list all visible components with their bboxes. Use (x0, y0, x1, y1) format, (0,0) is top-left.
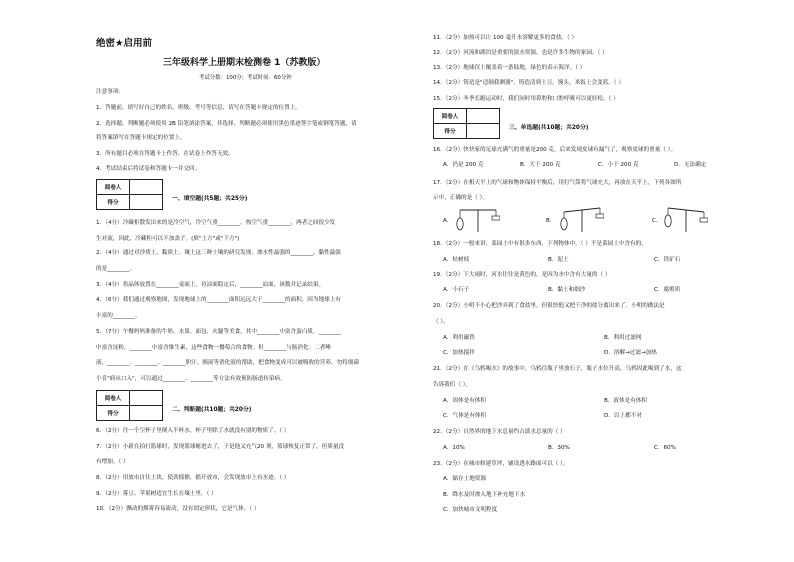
option[interactable]: C．加快城市文明程度 (443, 507, 498, 513)
option[interactable]: A．固体是有体积 (443, 398, 486, 404)
option[interactable]: B．黏土和细沙 (548, 287, 586, 293)
option[interactable]: B．30% (548, 445, 570, 451)
option[interactable]: C．铁矿石 (654, 257, 681, 263)
notice-item: 将答案填写在答题卡规定的位置上。 (96, 135, 186, 141)
question-line: 12．（2分）河流和湖泊是重要的淡水资源，也是许多生物的家园。（ ） (433, 50, 608, 56)
question-line: 1．（4分）冷藏柜散发出来的是冷空气，冷空气重________，热空气重________，两者之间很少发 (96, 220, 336, 226)
section-2-title: 二、判断题(共10题；共20分) (172, 407, 252, 413)
score-box-reviewer: 阅卷人 (97, 180, 130, 195)
balance-scale-a-icon (456, 206, 500, 234)
option[interactable]: C．气体是有体积 (443, 413, 487, 419)
score-box (96, 179, 163, 210)
question-line: 告诉我们（ ）。 (433, 382, 472, 388)
option[interactable]: B．大于 200 克 (520, 162, 561, 168)
option[interactable]: A． (443, 218, 453, 224)
question-line: 13．（2分）地球仅上覆盖着一条陆地，绿色的表示海洋。（ ） (433, 65, 586, 71)
question-line: 3．（4分）将晶体放置在________桌面上，待凉面稳定后，________凉面，该数并记录结果。 (96, 282, 325, 288)
question-line: 11．（2分）加热可以让 100 毫升水溶解更多的食盐。（ ） (433, 35, 578, 41)
secret-label: 绝密★启用前 (96, 38, 153, 49)
score-box-score-cell[interactable] (467, 124, 500, 139)
question-line: 10．（2分）飘动的烟雾容易流动，没有固定形状，它是气体。（ ） (96, 506, 260, 512)
option[interactable]: B．泥土 (548, 257, 569, 263)
option[interactable]: C．腐殖质 (654, 287, 681, 293)
option[interactable]: C．小于 200 克 (598, 162, 639, 168)
question-line: 21．（2分）在《乌鸦喝水》的故事中，乌鸦往瓶子里放石子，瓶子水位升高，乌鸦因此喝到了水，这 (433, 366, 682, 372)
notice-item: 2．选择题、判断题必须使用 2B 铅笔填涂答案，非选择、判断题必须使用黑色墨迹签字笔或钢笔答题，请 (96, 121, 357, 127)
score-box-score: 得分 (97, 406, 130, 421)
score-box-reviewer: 阅卷人 (434, 109, 467, 124)
option[interactable]: B．降水及时渗入地下补充地下水 (443, 492, 526, 498)
score-box-reviewer-cell[interactable] (467, 109, 500, 124)
question-line: 生对流，因此，冷藏柜可以不加盖子。(填"上方"或"下方") (96, 236, 240, 242)
exam-title: 三年级科学上册期末检测卷 1（苏教版） (163, 58, 326, 68)
exam-meta: 考试分数：100分；考试时间：60分钟 (199, 75, 292, 81)
option[interactable]: A．利用磁铁 (443, 335, 475, 341)
notice-item: 3．所有题目必须在答题卡上作答，在试卷上作答无效。 (96, 151, 234, 157)
score-box (96, 390, 163, 421)
option[interactable]: C．加热搅拌 (443, 350, 475, 356)
score-box-score-cell[interactable] (130, 195, 163, 210)
question-line: 2．（4分）通过对沙质土、黏质土、壤土这三种土壤的研究发现，渗水性最强的________，黏性最强 (96, 250, 341, 256)
question-line: 17．（2分）在相天平上的气球和物体保持平衡后，用打气筒将气球充大，再放在天平上，下列各图所 (433, 180, 682, 186)
balance-scale-b-icon (560, 206, 604, 234)
score-box-reviewer-cell[interactable] (130, 180, 163, 195)
notice-heading: 注意事项： (96, 89, 124, 95)
score-box-score: 得分 (434, 124, 467, 139)
question-line: 19．（2分）下大雨时，河水往往是黄色的，是因为水中含有大量的（ ） (433, 272, 611, 278)
option[interactable]: D．溶解→过滤→加热 (604, 350, 657, 356)
option[interactable]: A．仍是 200 克 (443, 162, 484, 168)
question-line: 18．（2分）一般来讲，菜园土中有很多东西，下列物体中，（ ）不是菜园土中含有的。 (433, 241, 647, 247)
question-line: （ ）。 (433, 319, 449, 325)
question-line: 7．（2分）小新在拍打篮球时，发现篮球瘪进去了，于是他又充气20 剂，篮球恢复正常了，但质量没 (96, 444, 345, 450)
question-line: 示中，正确的是（ ）。 (433, 195, 488, 201)
option[interactable]: B．液体是有体积 (604, 398, 647, 404)
option[interactable]: B． (546, 218, 556, 224)
question-line: 的是________。 (96, 266, 136, 272)
question-line: 23．（2分）在城市修建草坪，铺设透水路面可以（ ）。 (433, 461, 569, 467)
question-line: 22．（2分）自然界的地下水总量约占淡水总量的（ ） (433, 429, 566, 435)
score-box-score-cell[interactable] (130, 406, 163, 421)
question-line: 5．（7分）午餐妈妈准备的牛奶、水果、面包、火腿等美食，其中________中富含蛋白质，________ (96, 329, 341, 335)
question-line: 小肯"病从口入"，可以通过________、________等方法有效预防肠道传染病。 (96, 376, 286, 382)
section-3-title: 三、单选题(共10题；共20分) (509, 125, 589, 131)
notice-item: 1．答题前，填写好自己的姓名、班级、考号等信息，请写在答题卡规定的位置上。 (96, 105, 301, 111)
option[interactable]: D．无法确定 (674, 162, 707, 168)
option[interactable]: A．小石子 (443, 287, 470, 293)
question-line: 20．（2分）小明不小心把沙弄到了食盐里，但很快他又把干净的盐分离出来了。小明的做法是 (433, 303, 665, 309)
score-box-score: 得分 (97, 195, 130, 210)
question-line: 9．（2分）雾豆、苹果树适宜生长在壤土里。（ ） (96, 491, 217, 497)
question-line: 中富含淀粉，________中富含维生素，这些食物一餐萄合的食物。但________与肠消化：二者唾 (96, 345, 331, 351)
balance-scale-c-icon (664, 206, 708, 234)
option[interactable]: D．以上都不对 (604, 413, 642, 419)
option[interactable]: C．60% (654, 445, 676, 451)
score-box-reviewer: 阅卷人 (97, 391, 130, 406)
option[interactable]: C． (652, 218, 662, 224)
question-line: 有增加。（ ） (96, 459, 129, 465)
question-line: 丰富的________。 (96, 313, 141, 319)
question-line: 14．（2分）铸造是"适制我测器"，铸造清到土豆，馒头，米饭上会变蓝。（ ） (433, 80, 625, 86)
question-line: 15．（2分）冬季长跑运动时，我们同时用鼻腔和口腔呼吸可以更轻松。（ ） (433, 96, 619, 102)
question-line: 4．（6分）我们通过观察地图，发现地球上的________面积远远大于________的面积，因为地球上有 (96, 297, 341, 303)
section-1-title: 一、填空题(共5题；共25分) (172, 196, 248, 202)
question-line: 液、________、________、________胆汁、胰液等消化液的帮助，把食物变成可以被吸收的营养，勿将细菌 (96, 360, 359, 366)
option[interactable]: A．10% (443, 445, 465, 451)
option[interactable]: A．枯树枝 (443, 257, 470, 263)
question-line: 16．（2分）快快家的足球充满气的重量是200 克，后来发现皮球有漏气了，观察皮球的重量（ ）。 (433, 147, 677, 153)
score-box (433, 108, 500, 139)
question-line: 8．（2分）用放市自往土块，使劲摇擦，摇开放市，会发现放市上有水迹。（ ） (96, 475, 290, 481)
option[interactable]: A．储存土地资源 (443, 476, 486, 482)
option[interactable]: B．利用过滤网 (604, 335, 642, 341)
question-line: 6．（2分）往一个空杯子里倒入半杯水，杯子里除了水就没有别的物质了。（ ） (96, 428, 290, 434)
notice-item: 4．考试结束后将试卷和答题卡一并交回。 (96, 166, 201, 172)
score-box-reviewer-cell[interactable] (130, 391, 163, 406)
